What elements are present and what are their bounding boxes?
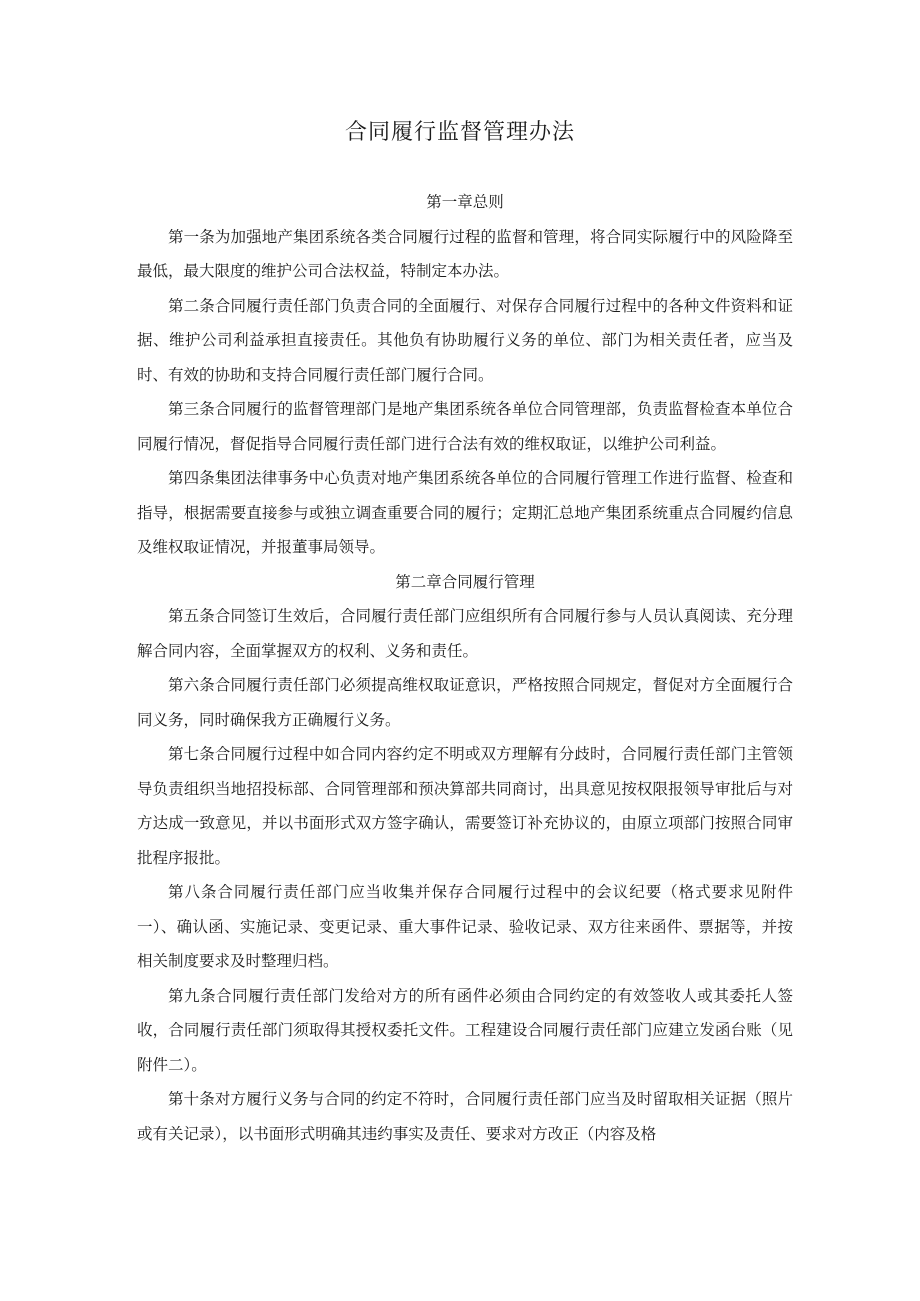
- article-paragraph: 第六条合同履行责任部门必须提高维权取证意识，严格按照合同规定，督促对方全面履行合同义务，同时确保我方正确履行义务。: [137, 676, 793, 729]
- article-paragraph: 第三条合同履行的监督管理部门是地产集团系统各单位合同管理部，负责监督检查本单位合同履行情况，督促指导合同履行责任部门进行合法有效的维权取证，以维护公司利益。: [137, 400, 793, 453]
- document-body: [137, 185, 793, 1151]
- article-paragraph: 第八条合同履行责任部门应当收集并保存合同履行过程中的会议纪要（格式要求见附件一）、确认函、实施记录、变更记录、重大事件记录、验收记录、双方往来函件、票据等，并按相关制度要求及时整理归档。: [137, 883, 793, 970]
- chapter-heading: 第二章合同履行管理: [395, 572, 535, 591]
- article-paragraph: 第十条对方履行义务与合同的约定不符时，合同履行责任部门应当及时留取相关证据（照片或有关记录），以书面形式明确其违约事实及责任、要求对方改正（内容及格: [137, 1090, 793, 1143]
- article-paragraph: 第二条合同履行责任部门负责合同的全面履行、对保存合同履行过程中的各种文件资料和证据、维护公司利益承担直接责任。其他负有协助履行义务的单位、部门为相关责任者，应当及时、有效的协助和支持合同履行责任部门履行合同。: [137, 296, 793, 384]
- article-paragraph: 第七条合同履行过程中如合同内容约定不明或双方理解有分歧时，合同履行责任部门主管领导负责组织当地招投标部、合同管理部和预决算部共同商讨，出具意见按权限报领导审批后与对方达成一致意见，并以书面形式双方签字确认，需要签订补充协议的，由原立项部门按照合同审批程序报批。: [137, 745, 793, 867]
- article-paragraph: 第四条集团法律事务中心负责对地产集团系统各单位的合同履行管理工作进行监督、检查和指导，根据需要直接参与或独立调查重要合同的履行；定期汇总地产集团系统重点合同履约信息及维权取证情况，并报董事局领导。: [137, 469, 793, 556]
- document-title: 合同履行监督管理办法: [344, 120, 575, 145]
- article-paragraph: 第一条为加强地产集团系统各类合同履行过程的监督和管理，将合同实际履行中的风险降至最低，最大限度的维护公司合法权益，特制定本办法。: [137, 227, 793, 280]
- article-paragraph: 第九条合同履行责任部门发给对方的所有函件必须由合同约定的有效签收人或其委托人签收，合同履行责任部门须取得其授权委托文件。工程建设合同履行责任部门应建立发函台账（见附件二）。: [137, 986, 793, 1074]
- chapter-heading: 第一章总则: [426, 193, 504, 211]
- article-paragraph: 第五条合同签订生效后，合同履行责任部门应组织所有合同履行参与人员认真阅读、充分理解合同内容，全面掌握双方的权利、义务和责任。: [137, 607, 793, 660]
